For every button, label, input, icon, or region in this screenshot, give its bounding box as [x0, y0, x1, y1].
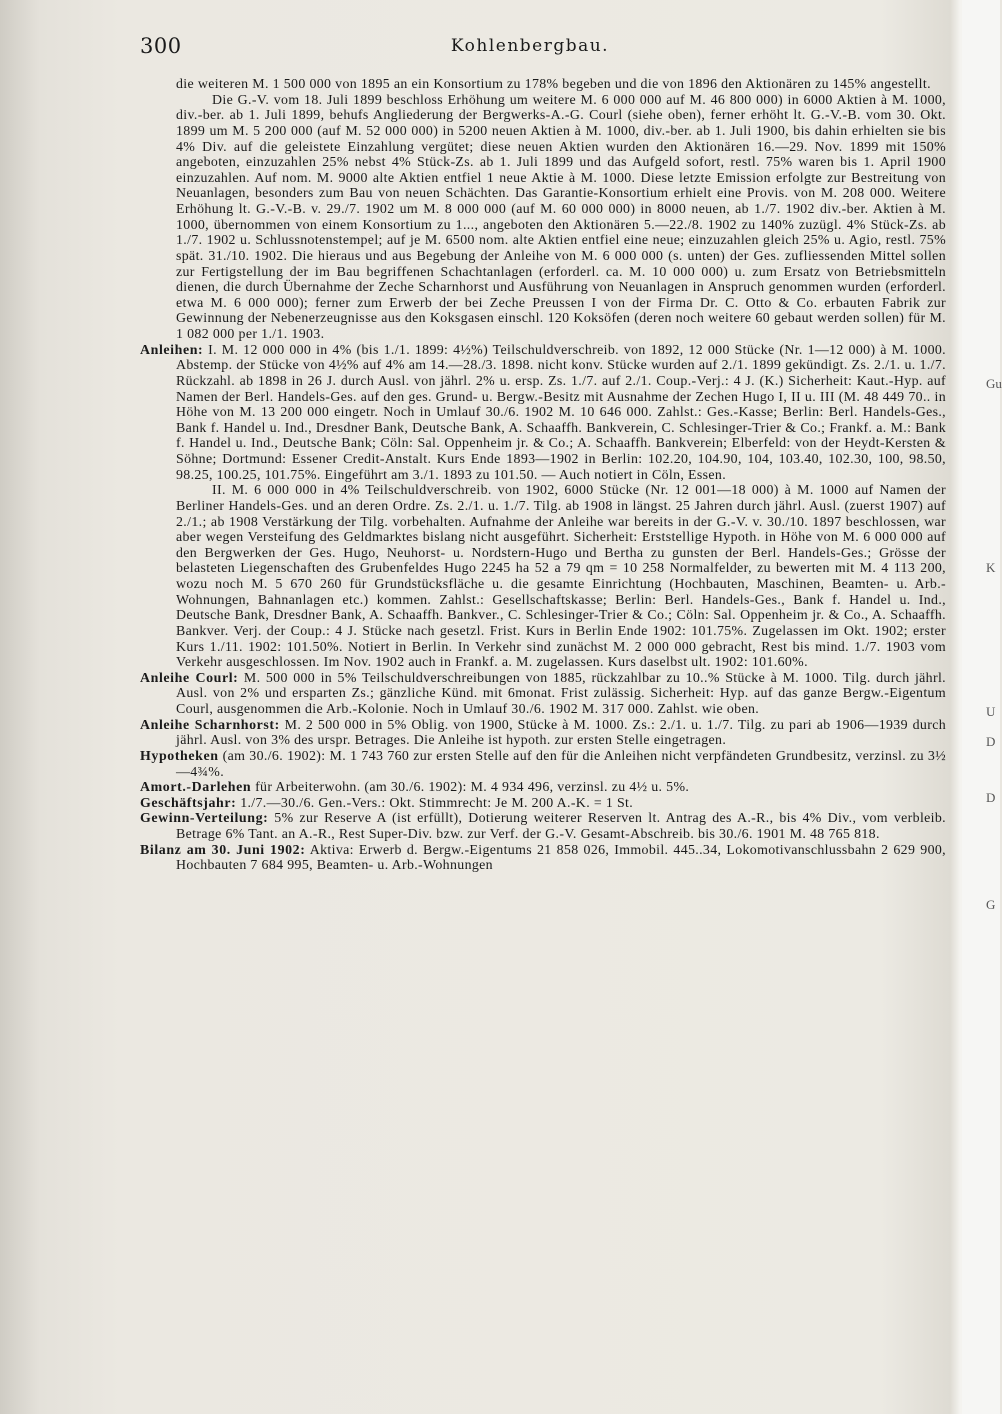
gewinn-verteilung-label: Gewinn-Verteilung: [140, 811, 269, 827]
anleihe-courl-label: Anleihe Courl: [140, 670, 239, 686]
paragraph-bilanz: Bilanz am 30. Juni 1902: Aktiva: Erwerb d. Bergw.-Eigentums 21 858 026, Immobil. 445..34, Lokomotivanschlussbahn 2 629 900, Hochbauten 7 684 995, Beamten- u. Arb.-Wohnungen [140, 842, 947, 874]
anleihe-scharnhorst-label: Anleihe Scharnhorst: [140, 717, 280, 733]
body-text [140, 77, 946, 874]
paragraph-anleihe-courl: Anleihe Courl: M. 500 000 in 5% Teilschuldverschreibungen von 1885, rückzahlbar zu 10..% Stücke à M. 1000. Tilg. durch jährl. Ausl. von 2% und ersparten Zs.; gänzliche Künd. mit 6monat. Frist zulässig. Sicherheit: Hyp. auf das ganze Bergw.-Eigentum Courl, ausgenommen die Arb.-Kolonie. Noch in Umlauf 30./6. 1902 M. 317 000. Zahlst. wie oben. [140, 670, 946, 717]
margin-fragment: D [986, 734, 996, 749]
paragraph-hypotheken: Hypotheken (am 30./6. 1902): M. 1 743 760 zur ersten Stelle auf den für die Anleihen nicht verpfändeten Grundbesitz, verzinsl. zu 3½—4¾%. [140, 748, 946, 780]
page-number: 300 [140, 34, 182, 58]
margin-fragment: D [986, 790, 996, 805]
paragraph-anleihe-scharnhorst: Anleihe Scharnhorst: M. 2 500 000 in 5% Oblig. von 1900, Stücke à M. 1000. Zs.: 2./1. u. 1./7. Tilg. zu pari ab 1906—1939 durch jährl. Ausl. von 3% des urspr. Betrages. Die Anleihe ist hypoth. zur ersten Stelle eingetragen. [140, 717, 947, 749]
margin-fragment: Gu [986, 376, 1002, 391]
margin-fragment: G [986, 897, 996, 912]
geschaeftsjahr-label: Geschäftsjahr: [140, 795, 237, 811]
running-head: Kohlenbergbau. [450, 36, 610, 56]
hypotheken-label: Hypotheken [140, 748, 219, 764]
margin-fragment: K [986, 560, 996, 575]
margin-fragment: U [986, 704, 996, 719]
paragraph-anleihe-2: II. M. 6 000 000 in 4% Teilschuldverschreib. von 1902, 6000 Stücke (Nr. 12 001—18 000) à M. 1000 auf Namen der Berliner Handels-Ges. und an deren Ordre. Zs. 2./1. u. 1./7. Tilg. ab 1908 in längst. 25 Jahren durch jährl. Ausl. (zuerst 1907) auf 2./1.; ab 1908 Verstärkung der Tilg. vorbehalten. Aufnahme der Anleihe war bereits in der G.-V. v. 30./10. 1897 beschlossen, war aber wegen Versteifung des Geldmarktes bislang nicht ausgeführt. Sicherheit: Erststellige Hypoth. in Höhe von M. 6 000 000 auf den Bergwerken der Ges. Hugo, Neuhorst- u. Nordstern-Hugo und Bertha zu gunsten der Berl. Handels-Ges.; Grösse der belasteten Liegenschaften des Grubenfeldes Hugo 2245 ha 52 a 79 qm = 10 258 Normalfelder, zu bewerten mit M. 4 113 200, wozu noch M. 5 670 260 für Grundstücksfläche u. die gesamte Einrichtung (Hochbauten, Maschinen, Beamten- u. Arb.-Wohnungen, Bahnanlagen etc.) kommen. Zahlst.: Gesellschaftskasse; Berlin: Berl. Handels-Ges., Bank f. Handel u. Ind., Deutsche Bank, Dresdner Bank, A. Schaaffh. Bankver., C. Schlesinger-Trier & Co.; Cöln: Sal. Oppenheim jr. & Co., A. Schaaffh. Bankver. Verj. der Coup.: 4 J. Stücke nach gesetzl. Frist. Kurs in Berlin Ende 1902: 101.75%. Zugelassen im Okt. 1902; erster Kurs 1./11. 1902: 101.50%. Notiert in Berlin. In Verkehr sind zunächst M. 2 000 000 gebracht, Rest bis mind. 1./7. 1903 vom Verkehr ausgeschlossen. Im Nov. 1902 auch in Frankf. a. M. zugelassen. Kurs daselbst ult. 1902: 101.60%. [176, 483, 946, 671]
paragraph-geschaeftsjahr: Geschäftsjahr: 1./7.—30./6. Gen.-Vers.: Okt. Stimmrecht: Je M. 200 A.-K. = 1 St. [140, 795, 634, 811]
paragraph-amort-darlehen: Amort.-Darlehen für Arbeiterwohn. (am 30./6. 1902): M. 4 934 496, verzinsl. zu 4½ u. 5%. [140, 780, 690, 796]
bilanz-label: Bilanz am 30. Juni 1902: [140, 842, 306, 858]
paragraph-anleihen: Anleihen: I. M. 12 000 000 in 4% (bis 1./1. 1899: 4½%) Teilschuldverschreib. von 1892, 12 000 Stücke (Nr. 1—12 000) à M. 1000. Abstemp. der Stücke von 4½% auf 4% am 14.—28./3. 1898. nicht konv. Stücke wurden auf 2./1. 1899 gekündigt. Zs. 2./1. u. 1./7. Rückzahl. ab 1898 in 26 J. durch Ausl. von jährl. 2% u. ersp. Zs. 1./7. auf 2./1. Coup.-Verj.: 4 J. (K.) Sicherheit: Kaut.-Hyp. auf Namen der Berl. Handels-Ges. auf den ges. Grund- u. Bergw.-Besitz mit Ausnahme der Zechen Hugo I, II u. III (M. 48 449 70.. in Höhe von M. 13 200 000 eingetr. Noch in Umlauf 30./6. 1902 M. 10 646 000. Zahlst.: Ges.-Kasse; Berlin: Berl. Handels-Ges., Bank f. Handel u. Ind., Dresdner Bank, Deutsche Bank, A. Schaaffh. Bankverein, C. Schlesinger-Trier & Co.; Frankf. a. M.: Bank f. Handel u. Ind., Deutsche Bank; Cöln: Sal. Oppenheim jr. & Co.; A. Schaaffh. Bankverein; Elberfeld: von der Heydt-Kersten & Söhne; Dortmund: Essener Credit-Anstalt. Kurs Ende 1893—1902 in Berlin: 102.20, 104.90, 104, 103.40, 102.30, 100, 98.50, 98.25, 100.25, 101.75%. Eingeführt am 3./1. 1893 zu 101.50. — Auch notiert in Cöln, Essen. [140, 342, 947, 483]
paragraph-2: Die G.-V. vom 18. Juli 1899 beschloss Erhöhung um weitere M. 6 000 000 auf M. 46 800 000) in 6000 Aktien à M. 1000, div.-ber. ab 1. Juli 1899, behufs Angliederung der Bergwerks-A.-G. Courl (siehe oben), ferner erhöht lt. G.-V.-B. vom 30. Okt. 1899 um M. 5 200 000 (auf M. 52 000 000) in 5200 neuen Aktien à M. 1000, div.-ber. ab 1. Juli 1900, bis dahin erhielten sie bis 4% Div. auf die geleistete Einzahlung vergütet; diese neuen Aktien wurden den Aktionären 16.—29. Nov. 1899 mit 150% angeboten, einzuzahlen 25% nebst 4% Stück-Zs. ab 1. Juli 1899 und das Aufgeld sofort, restl. 75% waren bis 1. April 1900 einzuzahlen. Auf nom. M. 9000 alte Aktien entfiel 1 neue Aktie à M. 1000. Diese letzte Emission erfolgte zur Bestreitung von Neuanlagen, besonders zum Bau von neuen Schächten. Das Garantie-Konsortium erhielt eine Provis. von M. 208 000. Weitere Erhöhung lt. G.-V.-B. v. 29./7. 1902 um M. 8 000 000 (auf M. 60 000 000) in 8000 neuen, ab 1./7. 1902 div.-ber. Aktien à M. 1000, übernommen von einem Konsortium zu 1..., angeboten den Aktionären 5.—22./8. 1902 zu 140% zuzügl. 4% Stück-Zs. ab 1./7. 1902 u. Schlussnotenstempel; auf je M. 6500 nom. alte Aktien entfiel eine neue; einzuzahlen gleich 25% u. Agio, restl. 75% spät. 31./10. 1902. Die hieraus und aus Begebung der Anleihe von M. 6 000 000 (s. unten) der Ges. zufliessenden Mittel sollen zur Fertigstellung der im Bau begriffenen Schachtanlagen (erforderl. ca. M. 10 000 000) u. zum Ersatz von Betriebsmitteln dienen, die durch Übernahme der Zeche Scharnhorst und Ausführung von Neuanlagen in Anspruch genommen wurden (erforderl. etwa M. 6 000 000); ferner zum Erwerb der bei Zeche Preussen I von der Firma Dr. C. Otto & Co. erbauten Fabrik zur Gewinnung der Nebenerzeugnisse aus den Koksgasen einschl. 120 Koksöfen (deren noch weitere 60 gebaut werden sollen) für M. 1 082 000 per 1./1. 1903. [176, 92, 946, 342]
paragraph-1: die weiteren M. 1 500 000 von 1895 an ein Konsortium zu 178% begeben und die von 1896 den Aktionären zu 145% angestellt. [176, 77, 931, 92]
amort-darlehen-label: Amort.-Darlehen [140, 780, 252, 796]
anleihen-label: Anleihen: [140, 342, 204, 358]
paragraph-gewinn-verteilung: Gewinn-Verteilung: 5% zur Reserve A (ist erfüllt), Dotierung weiterer Reserven lt. Antrag des A.-R., bis 4% Div., vom verbleib. Betrage 6% Tant. an A.-R., Rest Super-Div. bzw. zur Verf. der G.-V. Gesamt-Abschreib. bis 30./6. 1901 M. 48 765 818. [140, 811, 947, 842]
